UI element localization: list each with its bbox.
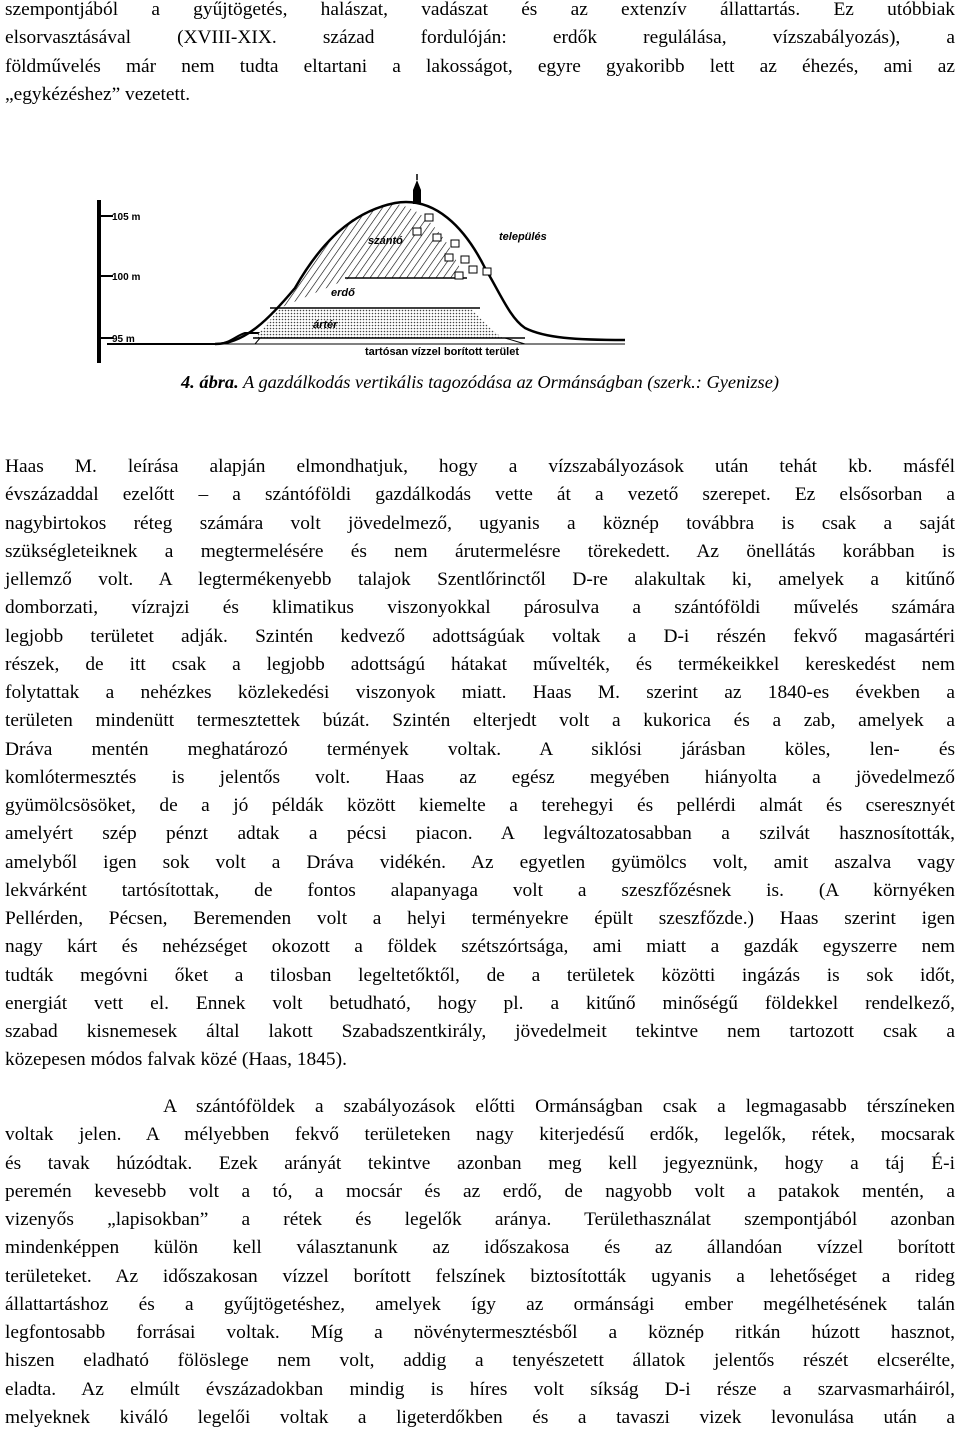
text-line: mindenképpen külön kell választanunk az időszakosa és az állandóan vízzel borított	[5, 1237, 955, 1259]
zone-label-erdo: erdő	[331, 287, 355, 299]
text-line: folytattak a nehézkes közlekedési viszonyok miatt. Haas M. szerint az 1840-es években a	[5, 682, 955, 703]
text-line: területeket. Az időszakosan vízzel borított felszínek biztosították ugyanis a lehetőséget a rideg	[5, 1265, 955, 1287]
text-line: szabad kisnemesek által lakott Szabadszentkirály, jövedelmeit tekintve nem tartozott csak a	[5, 1021, 955, 1042]
text-line: melyeknek kiváló legelői voltak a ligeterdőkben és a tavaszi vizek levonulása után a	[5, 1406, 955, 1428]
floodplain-zone	[255, 338, 525, 344]
text-line: évszázaddal ezelőtt – a szántóföldi gazdálkodás vette át a vezető szerepet. Ez elsősorban a	[5, 484, 955, 506]
text-line: amelyért szép pénzt adtak a pécsi piacon. A legváltozatosabban a szilvát hasznosították,	[5, 823, 955, 845]
axis-label-100: 100 m	[112, 272, 141, 283]
text-line: hiszen eladható fölöslege nem volt, addig a tenyészetett állatok jelentős részét elcserélte,	[5, 1350, 955, 1372]
text-line: legfontosabb forrásai voltak. Míg a növénytermesztésből a köznép ritkán húzott hasznot,	[5, 1322, 955, 1343]
top-paragraph	[5, 0, 955, 109]
zone-label-viz: tartósan vízzel borított terület	[365, 346, 520, 358]
text-line: eladta. Az elmúlt évszázadokban mindig is híres volt síkság D-i része a szarvasmarháiról,	[5, 1378, 955, 1400]
second-paragraph	[5, 1093, 955, 1432]
text-line: részek, de itt csak a legjobb adottságú hátakat művelték, és termékeikkel kereskedést nem	[5, 653, 955, 675]
vertical-land-use-figure	[95, 168, 625, 368]
text-line: és tavak húzódtak. Ezek arányát tekintve azonban meg kell jegyeznünk, hogy a táj É-i	[5, 1152, 955, 1174]
text-line: jellemző volt. A legtermékenyebb talajok Szentlőrinctől D-re alakultak ki, amelyek a kitűnő	[5, 569, 955, 590]
text-line: földművelés már nem tudta eltartani a lakosságot, egyre gyakoribb lett az éhezés, ami az	[5, 55, 955, 77]
axis-label-105: 105 m	[112, 212, 141, 223]
text-line: domborzati, vízrajzi és klimatikus viszonyokkal párosulva a szántóföldi művelés számára	[5, 597, 955, 619]
figure-caption	[0, 372, 960, 393]
text-line: peremén kevesebb volt a tó, a mocsár és az erdő, de nagyobb volt a patakok mentén, a	[5, 1180, 955, 1202]
church-icon	[413, 174, 421, 204]
forest-zone	[255, 308, 505, 340]
text-line: közepesen módos falvak közé (Haas, 1845).	[5, 1049, 347, 1071]
main-paragraph	[5, 453, 955, 1075]
text-line: szükségleteiknek a megtermelésére és nem árutermelésre törekedett. Az önellátás korábban is	[5, 540, 955, 562]
text-line: amelyből igen sok volt a Dráva vidékén. Az egyetlen gyümölcs volt, amit aszalva vagy	[5, 851, 955, 873]
text-line: „egykézéshez” vezetett.	[5, 83, 191, 105]
text-line: energiát vett el. Ennek volt betudható, hogy pl. a kitűnő minőségű földekkel rendelkező,	[5, 992, 955, 1014]
text-line: voltak jelen. A mélyebben fekvő területeken nagy kiterjedésű erdők, legelők, rétek, mocsarak	[5, 1124, 955, 1146]
text-line: elsorvasztásával (XVIII-XIX. század fordulóján: erdők regulálása, vízszabályozás), a	[5, 27, 955, 49]
text-line: Haas M. leírása alapján elmondhatjuk, hogy a vízszabályozások után tehát kb. másfél	[5, 456, 955, 477]
text-line: szempontjából a gyűjtögetés, halászat, vadászat és az extenzív állattartás. Ez utóbbiak	[5, 0, 955, 20]
text-line: nagy kárt és nehézséget okozott a földek szétszórtsága, ami miatt a gazdák egyszerre nem	[5, 936, 955, 958]
zone-label-szanto: szántó	[368, 235, 403, 247]
zone-label-arter: ártér	[313, 319, 338, 331]
text-line: Dráva mentén meghatározó termények voltak. A siklósi járásban köles, len- és	[5, 738, 955, 760]
figure-caption-text: A gazdálkodás vertikális tagozódása az Ormánságban (szerk.: Gyenizse)	[238, 372, 779, 392]
text-line: területen mindenütt termesztettek búzát. Szintén elterjedt volt a kukorica és a zab, amelyek a	[5, 710, 955, 732]
text-line: vizenyős „lapisokban” a rétek és legelők aránya. Területhasználat szempontjából azonban	[5, 1209, 955, 1230]
text-line: Pellérden, Pécsen, Beremenden volt a helyi terményekre épült szeszfőzde.) Haas szerint igen	[5, 908, 955, 929]
text-line: állattartáshoz és a gyűjtögetéshez, amelyek így az ormánsági ember megélhetésének talán	[5, 1293, 955, 1315]
text-line: tudták megóvni őket a tilosban legeltetőktől, de a területek közötti ingázás is sok időt,	[5, 964, 955, 986]
text-line: lekvárként tartósítottak, de fontos alapanyaga volt a szeszfőzésnek is. (A környéken	[5, 879, 955, 901]
figure-number: 4. ábra.	[180, 372, 239, 392]
arable-land-zone	[280, 204, 465, 308]
text-line: gyümölcsösöket, de a jó példák között kiemelte a terehegyi és pellérdi almát és cseresznyét	[5, 795, 955, 816]
text-line: A szántóföldek a szabályozások előtti Ormánságban csak a legmagasabb térszíneken	[5, 1096, 955, 1117]
text-line: komlótermesztés is jelentős volt. Haas az egész megyében hiányolta a jövedelmező	[5, 766, 955, 788]
text-line: nagybirtokos réteg számára volt jövedelmező, ugyanis a köznép továbbra is csak a saját	[5, 512, 955, 534]
zone-label-telepules: település	[499, 231, 547, 243]
axis-label-95: 95 m	[112, 334, 135, 345]
text-line: legjobb területet adják. Szintén kedvező adottságúak voltak a D-i részén fekvő magasártéri	[5, 625, 955, 647]
